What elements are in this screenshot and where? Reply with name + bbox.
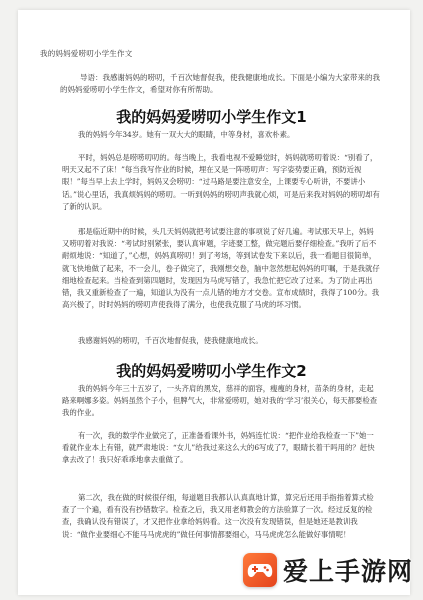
essay1-paragraph-2: 平时，妈妈总是唠唠叨叨的。每当晚上，我看电视不爱睡觉时，妈妈就唠叨着说：“别看了，明天又起不了床！”每当我写作业的时候，埋在又是一阵唠叨声：写字姿势要正确，预防近视眼！”每当早上去上学时，妈妈又会唠叨：“过马路是要注意安全，上课要专心听讲，不要讲小话。”说心里话，我真烦妈妈的唠叨。一听到妈妈的唠叨声我就心烦，可是后来我对妈妈的唠叨却有了新的认识。 (62, 153, 380, 211)
intro-paragraph: 导语：我感谢妈妈的唠叨，千百次她督促我，使我健康地成长。下面是小编为大家带来的我的妈妈爱唠叨小学生作文，希望对你有所帮助。 (60, 73, 380, 94)
gamepad-logo-icon (243, 553, 277, 587)
essay1-title: 我的妈妈爱唠叨小学生作文1 (116, 108, 307, 126)
essay2-title: 我的妈妈爱唠叨小学生作文2 (116, 362, 307, 380)
site-watermark (243, 552, 413, 588)
essay2-paragraph-1: 我的妈妈今年三十五岁了，一头齐肩的黑发，慈祥的面容，瘦瘦的身材，苗条的身材，走起路来啊娜多姿。妈妈虽然个子小，但脾气大，非常爱唠叨，她对我的‘学习’很关心，每天都要检查我的作业。 (62, 384, 378, 418)
essay2-paragraph-2: 有一次，我的数学作业做完了，正准备看课外书，妈妈连忙说：“把作业给我检查一下”她一看就作业本上有错，就严肃地说：“女儿”给我过来这么大的6写成了7，眼睛长着干吗用的？赶快拿去改了！我只好乖乖地拿去重做了。 (62, 431, 375, 465)
essay1-paragraph-1: 我的妈妈今年34岁。她有一双大大的眼睛，中等身材，喜欢朴素。 (78, 130, 295, 139)
essay1-paragraph-4: 我感谢妈妈的唠叨，千百次地督促我，使我健康地成长。 (78, 336, 263, 345)
essay2-paragraph-3: 第二次，我在做的时候很仔细，每道题目我都认认真真地计算，算完后还用手指指着算式检查了一个遍，看有没有抄错数字。检查之后，我又用老师教会的方法验算了一次。经过反复的检查，我确认没有错误了，才又把作业拿给妈妈看。这一次没有发现错误，但是她还是教训我说：“做作业要细心不能马马虎虎的”做任何事情都要细心，马马虎虎怎么能做好事情呢！ (62, 493, 374, 539)
essay1-paragraph-3: 那是临近期中的时候，头几天妈妈就把考试要注意的事项说了好几遍。考试那天早上，妈妈又唠叨着对我说：“考试时别紧张，要认真审题，字迹要工整，做完题后要仔细检查。”我听了后不耐烦地说：“知道了，”心想，妈妈真唠叨！到了考场，等到试卷发下来以后，我一看题目很简单，就飞快地做了起来，不一会儿，卷子做完了，我刚想交卷，脑中忽然想起妈妈的叮嘱，于是我就仔细地检查起来。当检查到第四题时，发现因为马虎写错了，我急忙把它改了过来。为了防止再出错，我又重新检查了一遍，知道认为没有一点儿错的地方才交卷。宣布成绩时，我得了100分。我高兴极了，时时妈妈的唠叨声使我得了满分，也使我克服了马虎的坏习惯。 (62, 227, 380, 310)
watermark-text: 爱上手游网 (282, 557, 413, 586)
document-header: 我的妈妈爱唠叨小学生作文 (40, 49, 133, 58)
